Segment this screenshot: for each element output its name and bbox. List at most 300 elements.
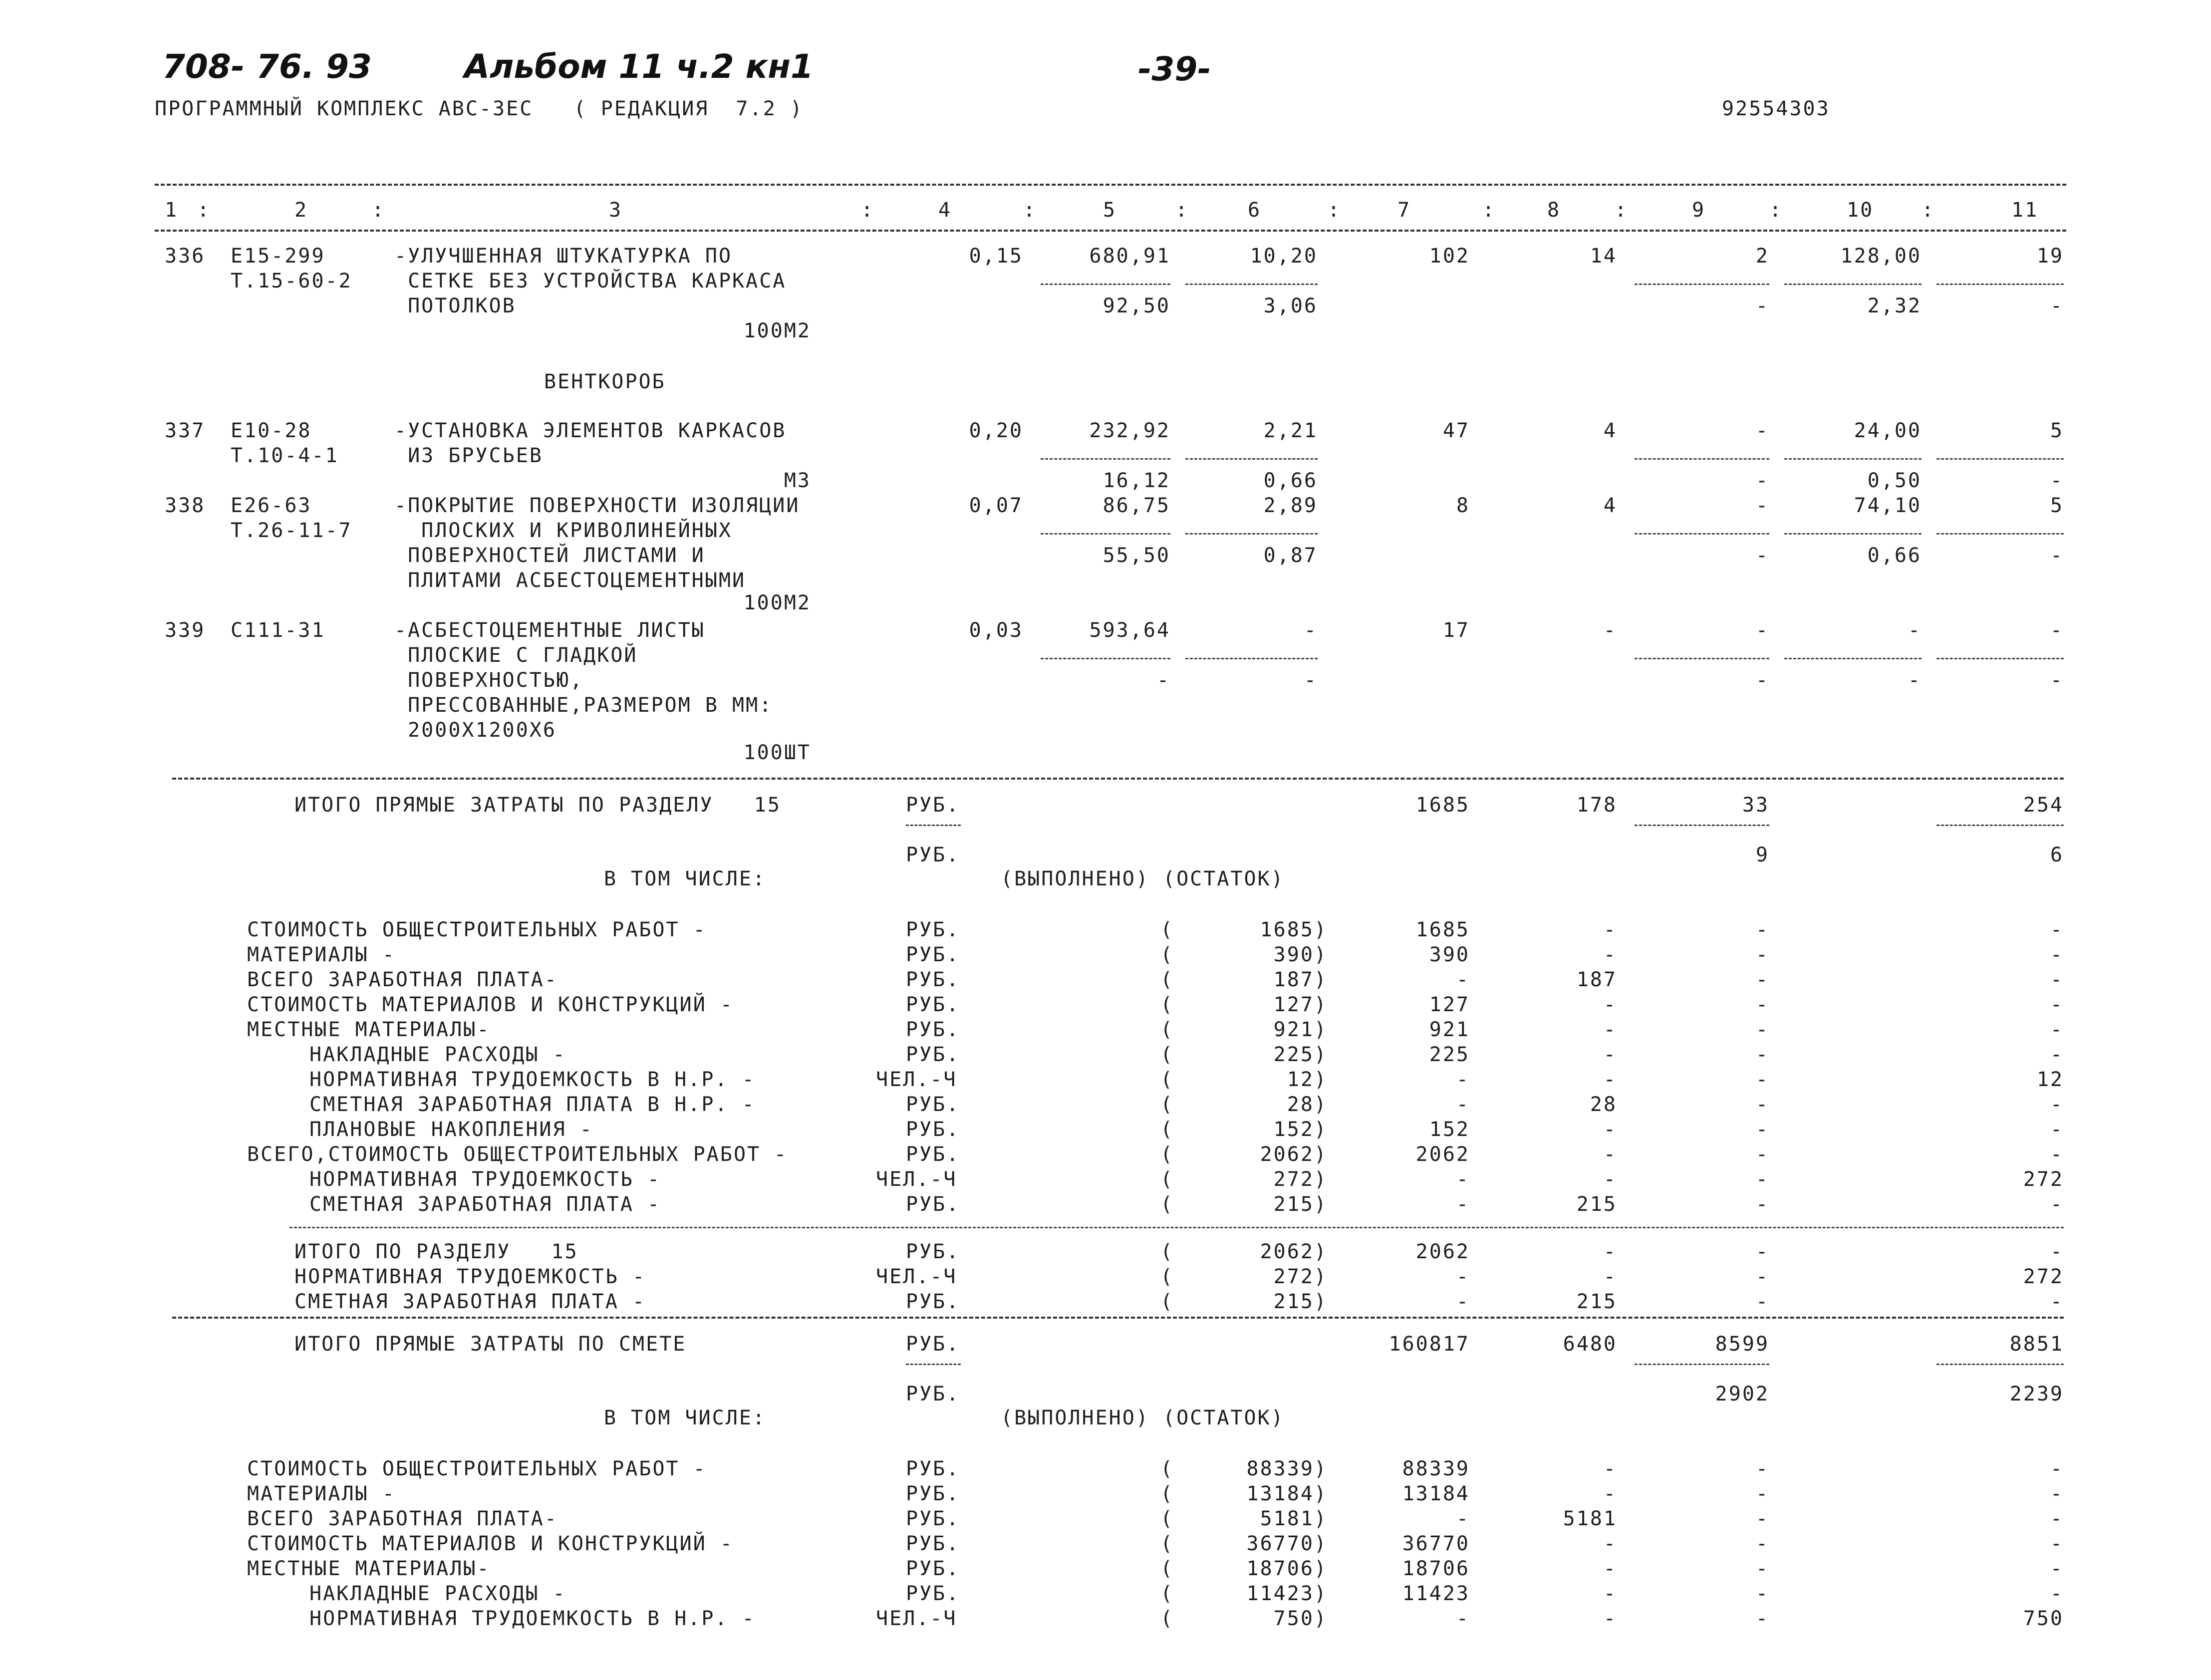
- summary-col8: -: [1603, 1482, 1617, 1505]
- cell-divider: [1784, 533, 1922, 535]
- open-paren: (: [1160, 1240, 1174, 1263]
- total-col11-sub: 2239: [2009, 1383, 2064, 1405]
- cell-col11-sub: -: [2050, 669, 2064, 692]
- column-separator: :: [1328, 199, 1342, 222]
- summary-value: 390): [1273, 943, 1328, 966]
- cell-col9-sub: -: [1755, 294, 1769, 317]
- row-description-line: ПОТОЛКОВ: [394, 294, 516, 317]
- summary-unit: РУБ.: [906, 1532, 960, 1555]
- final-col11: -: [2050, 1290, 2064, 1313]
- cell-col7: 17: [1442, 619, 1470, 642]
- summary-unit: РУБ.: [906, 968, 960, 991]
- row-description-line: ПЛИТАМИ АСБЕСТОЦЕМЕНТНЫМИ: [394, 569, 746, 592]
- cell-col5-sub: 16,12: [1103, 469, 1170, 492]
- summary-col11: -: [2050, 918, 2064, 941]
- column-separator: :: [197, 199, 211, 222]
- open-paren: (: [1160, 1532, 1174, 1555]
- summary-col9: -: [1755, 1457, 1769, 1480]
- cell-divider: [1041, 458, 1170, 460]
- open-paren: (: [1160, 1168, 1174, 1191]
- summary-col7: 2062: [1415, 1143, 1470, 1166]
- row-description-line: 2000Х1200Х6: [394, 719, 556, 742]
- summary-unit: ЧЕЛ.-Ч: [876, 1607, 957, 1630]
- row-number: 337: [165, 419, 206, 442]
- summary-label: СТОИМОСТЬ ОБЩЕСТРОИТЕЛЬНЫХ РАБОТ -: [247, 1457, 707, 1480]
- final-col8: -: [1603, 1240, 1617, 1263]
- column-header-5: 5: [1103, 199, 1117, 222]
- row-description-line: ПОВЕРХНОСТЕЙ ЛИСТАМИ И: [394, 544, 705, 567]
- summary-col7: -: [1456, 968, 1470, 991]
- cell-col4: 0,07: [969, 494, 1023, 517]
- cell-col6: 2,21: [1263, 419, 1318, 442]
- cell-col5-sub: 55,50: [1103, 544, 1170, 567]
- block-rule: [172, 778, 2064, 780]
- row-description-line: -УЛУЧШЕННАЯ ШТУКАТУРКА ПО: [394, 245, 733, 268]
- summary-col8: -: [1603, 1068, 1617, 1091]
- final-label: ИТОГО ПО РАЗДЕЛУ 15: [294, 1240, 578, 1263]
- total-unit-sub: РУБ.: [906, 843, 960, 866]
- row-description-line: ПРЕССОВАННЫЕ,РАЗМЕРОМ В ММ:: [394, 694, 773, 717]
- row-code: С111-31: [231, 619, 325, 642]
- block-rule: [172, 1317, 2064, 1319]
- cell-divider: [1185, 283, 1318, 285]
- final-col8: 215: [1576, 1290, 1617, 1313]
- summary-value: 187): [1273, 968, 1328, 991]
- row-unit: 100М2: [743, 319, 811, 342]
- open-paren: (: [1160, 1043, 1174, 1066]
- cell-col5: 680,91: [1089, 245, 1170, 268]
- summary-col7: 88339: [1402, 1457, 1470, 1480]
- summary-col9: -: [1755, 1557, 1769, 1580]
- unit-divider: [906, 825, 961, 826]
- summary-label: ВСЕГО,СТОИМОСТЬ ОБЩЕСТРОИТЕЛЬНЫХ РАБОТ -: [247, 1143, 788, 1166]
- column-separator: :: [372, 199, 386, 222]
- total-col8: 6480: [1563, 1333, 1617, 1356]
- cell-col11: -: [2050, 619, 2064, 642]
- summary-value: 127): [1273, 993, 1328, 1016]
- summary-col9: -: [1755, 1118, 1769, 1141]
- cell-col10: 128,00: [1840, 245, 1922, 268]
- cell-divider: [1635, 533, 1769, 535]
- summary-label: ПЛАНОВЫЕ НАКОПЛЕНИЯ -: [309, 1118, 593, 1141]
- final-col7: -: [1456, 1290, 1470, 1313]
- final-col11: -: [2050, 1240, 2064, 1263]
- including-label: В ТОМ ЧИСЛЕ:: [604, 1406, 766, 1429]
- open-paren: (: [1160, 1582, 1174, 1605]
- summary-col11: -: [2050, 1093, 2064, 1116]
- final-label: СМЕТНАЯ ЗАРАБОТНАЯ ПЛАТА -: [294, 1290, 646, 1313]
- cell-col9-sub: -: [1755, 669, 1769, 692]
- summary-col9: -: [1755, 943, 1769, 966]
- cell-col10: 74,10: [1854, 494, 1922, 517]
- cell-divider: [1936, 825, 2064, 826]
- summary-col9: -: [1755, 1482, 1769, 1505]
- final-col7: -: [1456, 1265, 1470, 1288]
- column-header-11: 11: [2011, 199, 2039, 222]
- summary-unit: ЧЕЛ.-Ч: [876, 1068, 957, 1091]
- summary-value: 5181): [1260, 1507, 1328, 1530]
- row-norm-code: Т.15-60-2: [231, 270, 352, 292]
- summary-unit: РУБ.: [906, 1018, 960, 1041]
- summary-col7: 11423: [1402, 1582, 1470, 1605]
- row-unit: М3: [784, 469, 811, 492]
- total-col9-sub: 9: [1755, 843, 1769, 866]
- summary-label: НАКЛАДНЫЕ РАСХОДЫ -: [309, 1043, 566, 1066]
- cell-col6-sub: -: [1304, 669, 1318, 692]
- row-number: 336: [165, 245, 206, 268]
- summary-col11: -: [2050, 1532, 2064, 1555]
- cell-col7: 47: [1442, 419, 1470, 442]
- summary-label: СМЕТНАЯ ЗАРАБОТНАЯ ПЛАТА В Н.Р. -: [309, 1093, 756, 1116]
- cell-col4: 0,15: [969, 245, 1023, 268]
- cell-col9: -: [1755, 494, 1769, 517]
- row-number: 338: [165, 494, 206, 517]
- cell-divider: [1635, 658, 1769, 659]
- cell-divider: [1635, 825, 1769, 826]
- summary-col11: -: [2050, 1043, 2064, 1066]
- summary-col11: -: [2050, 1143, 2064, 1166]
- cell-col9: -: [1755, 419, 1769, 442]
- cell-col6-sub: 0,66: [1263, 469, 1318, 492]
- summary-col7: -: [1456, 1193, 1470, 1216]
- row-norm-code: Т.10-4-1: [231, 444, 339, 467]
- summary-col8: -: [1603, 1018, 1617, 1041]
- program-label: ПРОГРАММНЫЙ КОМПЛЕКС АВС-ЗЕС ( РЕДАКЦИЯ 7.2 ): [155, 97, 804, 120]
- total-col8: 178: [1576, 794, 1617, 817]
- row-description-line: ПЛОСКИЕ С ГЛАДКОЙ: [394, 644, 638, 667]
- summary-value: 750): [1273, 1607, 1328, 1630]
- column-header-3: 3: [609, 199, 623, 222]
- summary-col8: -: [1603, 1557, 1617, 1580]
- summary-col8: -: [1603, 1168, 1617, 1191]
- summary-col7: 36770: [1402, 1532, 1470, 1555]
- open-paren: (: [1160, 1143, 1174, 1166]
- row-code: Е26-63: [231, 494, 312, 517]
- cell-divider: [1185, 658, 1318, 659]
- summary-col7: -: [1456, 1168, 1470, 1191]
- row-description-line: -ПОКРЫТИЕ ПОВЕРХНОСТИ ИЗОЛЯЦИИ: [394, 494, 800, 517]
- cell-col4: 0,03: [969, 619, 1023, 642]
- column-separator: :: [1175, 199, 1189, 222]
- cell-col10-sub: 0,50: [1867, 469, 1922, 492]
- summary-col7: -: [1456, 1507, 1470, 1530]
- cell-col9: -: [1755, 619, 1769, 642]
- row-code: Е15-299: [231, 245, 325, 268]
- summary-unit: РУБ.: [906, 1093, 960, 1116]
- final-col9: -: [1755, 1240, 1769, 1263]
- column-separator: :: [1769, 199, 1783, 222]
- column-separator: :: [861, 199, 875, 222]
- summary-col8: -: [1603, 1457, 1617, 1480]
- cell-col6-sub: 3,06: [1263, 294, 1318, 317]
- column-header-9: 9: [1692, 199, 1706, 222]
- cell-col5: 593,64: [1089, 619, 1170, 642]
- open-paren: (: [1160, 1290, 1174, 1313]
- summary-col11: -: [2050, 1557, 2064, 1580]
- summary-col8: 215: [1576, 1193, 1617, 1216]
- header-rule-bottom: [155, 230, 2066, 232]
- summary-col7: 390: [1429, 943, 1470, 966]
- cell-col5: 232,92: [1089, 419, 1170, 442]
- summary-col9: -: [1755, 918, 1769, 941]
- summary-value: 152): [1273, 1118, 1328, 1141]
- summary-col8: -: [1603, 918, 1617, 941]
- summary-label: НАКЛАДНЫЕ РАСХОДЫ -: [309, 1582, 566, 1605]
- cell-col9-sub: -: [1755, 544, 1769, 567]
- open-paren: (: [1160, 1507, 1174, 1530]
- cell-divider: [1784, 658, 1922, 659]
- summary-col9: -: [1755, 1532, 1769, 1555]
- cell-col7: 8: [1456, 494, 1470, 517]
- summary-value: 88339): [1246, 1457, 1328, 1480]
- cell-col8: 14: [1590, 245, 1617, 268]
- summary-col9: -: [1755, 993, 1769, 1016]
- summary-col8: -: [1603, 1582, 1617, 1605]
- open-paren: (: [1160, 968, 1174, 991]
- cell-col10: -: [1908, 619, 1922, 642]
- summary-label: МАТЕРИАЛЫ -: [247, 1482, 396, 1505]
- summary-col9: -: [1755, 968, 1769, 991]
- column-separator: :: [1023, 199, 1037, 222]
- summary-col8: -: [1603, 1607, 1617, 1630]
- open-paren: (: [1160, 1018, 1174, 1041]
- cell-divider: [1936, 533, 2064, 535]
- row-description-line: -УСТАНОВКА ЭЛЕМЕНТОВ КАРКАСОВ: [394, 419, 787, 442]
- final-col11: 272: [2023, 1265, 2064, 1288]
- doc-code: 708- 76. 93: [162, 47, 372, 86]
- cell-divider: [1784, 283, 1922, 285]
- summary-unit: ЧЕЛ.-Ч: [876, 1168, 957, 1191]
- document-code: 92554303: [1722, 97, 1830, 120]
- summary-col8: 28: [1590, 1093, 1617, 1116]
- summary-col11: -: [2050, 1507, 2064, 1530]
- column-header-2: 2: [294, 199, 308, 222]
- final-value: 2062): [1260, 1240, 1328, 1263]
- summary-col7: 127: [1429, 993, 1470, 1016]
- row-description-line: -АСБЕСТОЦЕМЕНТНЫЕ ЛИСТЫ: [394, 619, 705, 642]
- summary-value: 36770): [1246, 1532, 1328, 1555]
- summary-col11: -: [2050, 1457, 2064, 1480]
- column-header-10: 10: [1847, 199, 1874, 222]
- cell-col10: 24,00: [1854, 419, 1922, 442]
- row-unit: 100ШТ: [743, 741, 811, 764]
- summary-col8: -: [1603, 993, 1617, 1016]
- final-unit: ЧЕЛ.-Ч: [876, 1265, 957, 1288]
- summary-col8: -: [1603, 1143, 1617, 1166]
- summary-col11: 272: [2023, 1168, 2064, 1191]
- summary-col11: -: [2050, 943, 2064, 966]
- cell-col11-sub: -: [2050, 469, 2064, 492]
- cell-divider: [1635, 283, 1769, 285]
- cell-col5-sub: -: [1156, 669, 1170, 692]
- summary-col9: -: [1755, 1068, 1769, 1091]
- final-col7: 2062: [1415, 1240, 1470, 1263]
- summary-label: СТОИМОСТЬ ОБЩЕСТРОИТЕЛЬНЫХ РАБОТ -: [247, 918, 707, 941]
- summary-col11: -: [2050, 993, 2064, 1016]
- total-col11: 254: [2023, 794, 2064, 817]
- summary-col7: 225: [1429, 1043, 1470, 1066]
- open-paren: (: [1160, 1607, 1174, 1630]
- cell-divider: [1041, 283, 1170, 285]
- cell-col5: 86,75: [1103, 494, 1170, 517]
- summary-col11: 750: [2023, 1607, 2064, 1630]
- summary-value: 18706): [1246, 1557, 1328, 1580]
- summary-col9: -: [1755, 1582, 1769, 1605]
- open-paren: (: [1160, 1118, 1174, 1141]
- page-number: -39-: [1138, 50, 1211, 88]
- cell-col9-sub: -: [1755, 469, 1769, 492]
- summary-unit: РУБ.: [906, 1193, 960, 1216]
- summary-unit: РУБ.: [906, 1557, 960, 1580]
- summary-label: МАТЕРИАЛЫ -: [247, 943, 396, 966]
- open-paren: (: [1160, 1457, 1174, 1480]
- summary-value: 12): [1287, 1068, 1328, 1091]
- summary-col8: 187: [1576, 968, 1617, 991]
- final-label: НОРМАТИВНАЯ ТРУДОЕМКОСТЬ -: [294, 1265, 646, 1288]
- summary-label: ВСЕГО ЗАРАБОТНАЯ ПЛАТА-: [247, 1507, 558, 1530]
- final-col9: -: [1755, 1290, 1769, 1313]
- row-unit: 100М2: [743, 591, 811, 614]
- column-separator: :: [1615, 199, 1629, 222]
- cell-divider: [1784, 458, 1922, 460]
- summary-unit: РУБ.: [906, 1457, 960, 1480]
- summary-col7: 152: [1429, 1118, 1470, 1141]
- open-paren: (: [1160, 943, 1174, 966]
- cell-col11: 5: [2050, 419, 2064, 442]
- cell-col9: 2: [1755, 245, 1769, 268]
- summary-value: 225): [1273, 1043, 1328, 1066]
- final-unit: РУБ.: [906, 1290, 960, 1313]
- summary-label: СМЕТНАЯ ЗАРАБОТНАЯ ПЛАТА -: [309, 1193, 661, 1216]
- open-paren: (: [1160, 1265, 1174, 1288]
- open-paren: (: [1160, 1193, 1174, 1216]
- summary-value: 2062): [1260, 1143, 1328, 1166]
- summary-label: СТОИМОСТЬ МАТЕРИАЛОВ И КОНСТРУКЦИЙ -: [247, 993, 734, 1016]
- unit-divider: [906, 1364, 961, 1365]
- cell-divider: [1185, 458, 1318, 460]
- row-description-line: СЕТКЕ БЕЗ УСТРОЙСТВА КАРКАСА: [394, 270, 787, 292]
- summary-unit: РУБ.: [906, 1143, 960, 1166]
- summary-unit: РУБ.: [906, 918, 960, 941]
- summary-unit: РУБ.: [906, 1118, 960, 1141]
- summary-col7: 921: [1429, 1018, 1470, 1041]
- open-paren: (: [1160, 918, 1174, 941]
- open-paren: (: [1160, 1093, 1174, 1116]
- summary-unit: РУБ.: [906, 1043, 960, 1066]
- summary-unit: РУБ.: [906, 1507, 960, 1530]
- column-separator: :: [1922, 199, 1935, 222]
- summary-col7: -: [1456, 1068, 1470, 1091]
- cell-col6: 10,20: [1250, 245, 1318, 268]
- total-col9-sub: 2902: [1715, 1383, 1769, 1405]
- cell-col10-sub: 0,66: [1867, 544, 1922, 567]
- final-col8: -: [1603, 1265, 1617, 1288]
- row-number: 339: [165, 619, 206, 642]
- open-paren: (: [1160, 993, 1174, 1016]
- summary-col11: -: [2050, 1118, 2064, 1141]
- cell-divider: [1635, 1364, 1769, 1365]
- total-unit-sub: РУБ.: [906, 1383, 960, 1405]
- summary-col7: -: [1456, 1093, 1470, 1116]
- including-columns: (ВЫПОЛНЕНО) (ОСТАТОК): [1001, 867, 1285, 890]
- summary-value: 13184): [1246, 1482, 1328, 1505]
- final-value: 272): [1273, 1265, 1328, 1288]
- summary-value: 272): [1273, 1168, 1328, 1191]
- summary-col8: -: [1603, 943, 1617, 966]
- column-header-8: 8: [1547, 199, 1561, 222]
- cell-divider: [1041, 533, 1170, 535]
- total-unit: РУБ.: [906, 1333, 960, 1356]
- summary-label: ВСЕГО ЗАРАБОТНАЯ ПЛАТА-: [247, 968, 558, 991]
- summary-col11: -: [2050, 1482, 2064, 1505]
- summary-col11: 12: [2036, 1068, 2064, 1091]
- total-unit: РУБ.: [906, 794, 960, 817]
- row-description-line: ПОВЕРХНОСТЬЮ,: [394, 669, 584, 692]
- cell-col6: -: [1304, 619, 1318, 642]
- summary-col9: -: [1755, 1018, 1769, 1041]
- total-title: ИТОГО ПРЯМЫЕ ЗАТРАТЫ ПО СМЕТЕ: [294, 1333, 687, 1356]
- summary-col9: -: [1755, 1193, 1769, 1216]
- column-separator: :: [1482, 199, 1496, 222]
- row-description-line: ИЗ БРУСЬЕВ: [394, 444, 543, 467]
- column-header-4: 4: [938, 199, 952, 222]
- cell-divider: [1041, 658, 1170, 659]
- cell-col11-sub: -: [2050, 544, 2064, 567]
- including-label: В ТОМ ЧИСЛЕ:: [604, 867, 766, 890]
- summary-col9: -: [1755, 1607, 1769, 1630]
- cell-col8: 4: [1603, 494, 1617, 517]
- summary-unit: РУБ.: [906, 943, 960, 966]
- total-col9: 33: [1742, 794, 1769, 817]
- summary-label: МЕСТНЫЕ МАТЕРИАЛЫ-: [247, 1557, 491, 1580]
- summary-label: СТОИМОСТЬ МАТЕРИАЛОВ И КОНСТРУКЦИЙ -: [247, 1532, 734, 1555]
- cell-col11-sub: -: [2050, 294, 2064, 317]
- summary-value: 11423): [1246, 1582, 1328, 1605]
- album-label: Альбом 11 ч.2 кн1: [464, 47, 814, 86]
- summary-col8: -: [1603, 1118, 1617, 1141]
- summary-value: 28): [1287, 1093, 1328, 1116]
- summary-label: НОРМАТИВНАЯ ТРУДОЕМКОСТЬ В Н.Р. -: [309, 1068, 756, 1091]
- summary-col8: 5181: [1563, 1507, 1617, 1530]
- summary-value: 215): [1273, 1193, 1328, 1216]
- cell-col11: 19: [2036, 245, 2064, 268]
- total-col11: 8851: [2009, 1333, 2064, 1356]
- cell-col6: 2,89: [1263, 494, 1318, 517]
- summary-col9: -: [1755, 1168, 1769, 1191]
- final-value: 215): [1273, 1290, 1328, 1313]
- summary-col11: -: [2050, 1018, 2064, 1041]
- summary-label: НОРМАТИВНАЯ ТРУДОЕМКОСТЬ -: [309, 1168, 661, 1191]
- summary-value: 921): [1273, 1018, 1328, 1041]
- summary-col8: -: [1603, 1043, 1617, 1066]
- cell-col11: 5: [2050, 494, 2064, 517]
- summary-col7: 18706: [1402, 1557, 1470, 1580]
- cell-divider: [1936, 283, 2064, 285]
- row-description-line: ПЛОСКИХ И КРИВОЛИНЕЙНЫХ: [394, 519, 733, 542]
- summary-col9: -: [1755, 1143, 1769, 1166]
- final-col9: -: [1755, 1265, 1769, 1288]
- summary-value: 1685): [1260, 918, 1328, 941]
- row-code: Е10-28: [231, 419, 312, 442]
- cell-col6-sub: 0,87: [1263, 544, 1318, 567]
- total-title: ИТОГО ПРЯМЫЕ ЗАТРАТЫ ПО РАЗДЕЛУ 15: [294, 794, 781, 817]
- summary-label: МЕСТНЫЕ МАТЕРИАЛЫ-: [247, 1018, 491, 1041]
- summary-unit: РУБ.: [906, 1582, 960, 1605]
- total-col9: 8599: [1715, 1333, 1769, 1356]
- cell-col10-sub: 2,32: [1867, 294, 1922, 317]
- summary-col9: -: [1755, 1093, 1769, 1116]
- cell-divider: [1936, 658, 2064, 659]
